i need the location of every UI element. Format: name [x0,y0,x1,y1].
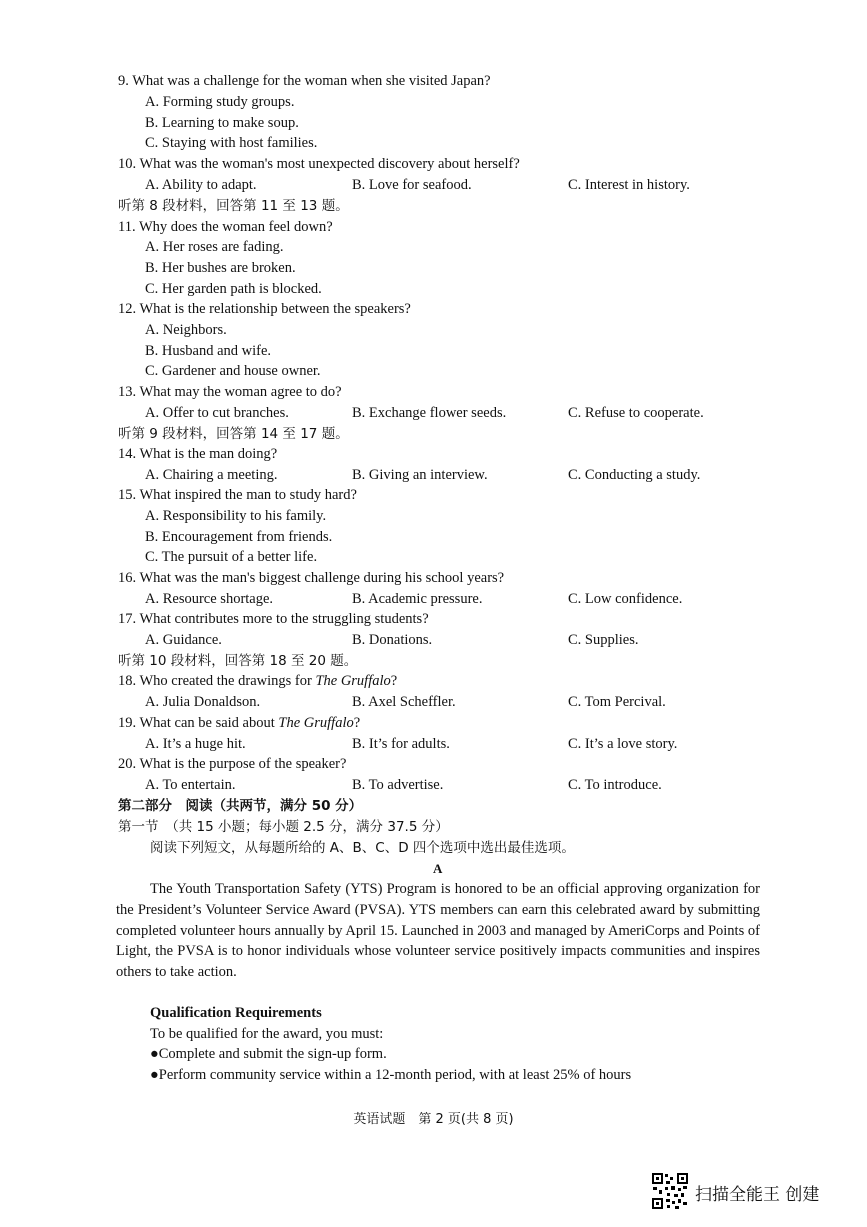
answer-option: C. It’s a love story. [568,736,678,752]
answer-option: B. Love for seafood. [352,177,472,193]
answer-option: A. Responsibility to his family. [145,508,327,524]
answer-option: B. Donations. [352,632,433,648]
part2-heading: 第二部分 阅读（共两节，满分 50 分） [118,798,363,814]
answer-option: A. Chairing a meeting. [145,467,278,483]
answer-option: B. Her bushes are broken. [145,260,296,276]
bullet-item: ●Perform community service within a 12-month period, with at least 25% of hours [150,1067,632,1083]
answer-option: C. Gardener and house owner. [145,363,321,379]
answer-option: C. Tom Percival. [568,694,666,710]
qualification-intro: To be qualified for the award, you must: [150,1026,384,1042]
answer-option: C. Her garden path is blocked. [145,281,322,297]
answer-option: B. Husband and wife. [145,343,272,359]
question-stem: 20. What is the purpose of the speaker? [118,756,347,772]
answer-option: A. Guidance. [145,632,222,648]
answer-option: A. Julia Donaldson. [145,694,261,710]
answer-option: C. Conducting a study. [568,467,701,483]
answer-option: C. Staying with host families. [145,135,318,151]
bullet-icon: ● [150,1067,159,1083]
answer-option: A. Ability to adapt. [145,177,257,193]
question-stem: 12. What is the relationship between the speakers? [118,301,411,317]
qr-code-icon [651,1172,689,1210]
answer-option: B. Academic pressure. [352,591,483,607]
answer-option: B. Giving an interview. [352,467,488,483]
passage-paragraph: The Youth Transportation Safety (YTS) Program is honored to be an official approving organization for the President’s Volunteer Service Award (PVSA). YTS members can earn this celebrated award by submitting completed volunteer hours annually by April 15. Launched in 2003 and managed by AmeriCorps and Points of Light, the PVSA is to honor individuals whose volunteer service positively impacts communities and inspires others to take action. [116,881,760,981]
question-stem: 17. What contributes more to the struggling students? [118,611,429,627]
answer-option: A. To entertain. [145,777,236,793]
answer-option: C. Interest in history. [568,177,690,193]
answer-option: C. Supplies. [568,632,639,648]
answer-option: C. The pursuit of a better life. [145,549,318,565]
reading-instruction: 阅读下列短文，从每题所给的 A、B、C、D 四个选项中选出最佳选项。 [150,840,575,856]
bullet-icon: ● [150,1046,159,1062]
answer-option: A. Neighbors. [145,322,227,338]
answer-option: A. Her roses are fading. [145,239,284,255]
answer-option: A. Offer to cut branches. [145,405,289,421]
question-stem: 16. What was the man's biggest challenge during his school years? [118,570,505,586]
answer-option: B. To advertise. [352,777,444,793]
passage-label: A [433,861,443,876]
question-stem: 15. What inspired the man to study hard? [118,487,357,503]
answer-option: B. Encouragement from friends. [145,529,333,545]
answer-option: B. Axel Scheffler. [352,694,456,710]
answer-option: C. To introduce. [568,777,662,793]
page-footer: 英语试题 第 2 页(共 8 页) [353,1112,514,1127]
question-stem: 13. What may the woman agree to do? [118,384,342,400]
section-instruction: 听第 8 段材料，回答第 11 至 13 题。 [118,198,349,214]
answer-option: A. Forming study groups. [145,94,295,110]
qualification-heading: Qualification Requirements [150,1005,322,1021]
answer-option: C. Low confidence. [568,591,683,607]
scanner-watermark: 扫描全能王 创建 [695,1185,820,1205]
answer-option: A. It’s a huge hit. [145,736,246,752]
section-instruction: 听第 10 段材料，回答第 18 至 20 题。 [118,653,358,669]
answer-option: C. Refuse to cooperate. [568,405,704,421]
answer-option: B. Learning to make soup. [145,115,299,131]
question-stem: 9. What was a challenge for the woman when she visited Japan? [118,73,491,89]
section-instruction: 听第 9 段材料，回答第 14 至 17 题。 [118,426,349,442]
question-stem: 11. Why does the woman feel down? [118,219,333,235]
question-stem: 19. What can be said about The Gruffalo? [118,715,361,731]
question-stem: 10. What was the woman's most unexpected discovery about herself? [118,156,520,172]
bullet-item: ●Complete and submit the sign-up form. [150,1046,387,1062]
section1-heading: 第一节 （共 15 小题；每小题 2.5 分，满分 37.5 分） [118,819,449,835]
answer-option: B. Exchange flower seeds. [352,405,507,421]
answer-option: A. Resource shortage. [145,591,274,607]
answer-option: B. It’s for adults. [352,736,450,752]
question-stem: 18. Who created the drawings for The Gruffalo? [118,673,398,689]
question-stem: 14. What is the man doing? [118,446,278,462]
